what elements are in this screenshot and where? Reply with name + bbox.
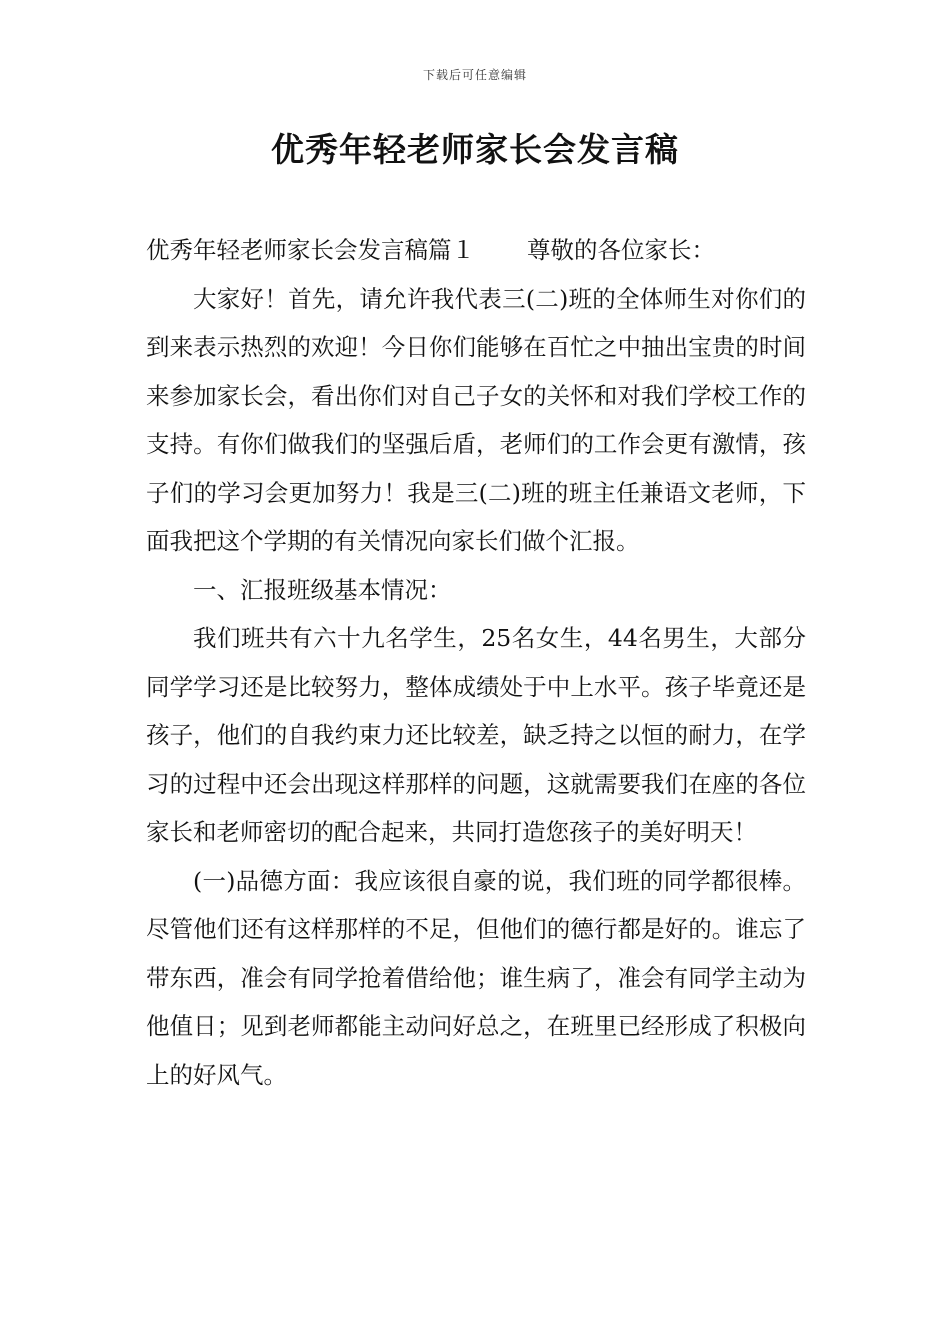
header-note: 下载后可任意编辑 <box>422 68 527 82</box>
paragraph-class-info: 我们班共有六十九名学生，25名女生，44名男生，大部分同学学习还是比较努力，整体成绩处于中上水平。孩子毕竟还是孩子，他们的自我约束力还比较差，缺乏持之以恒的耐力，在学习的过程中还会出现这样那样的问题，这就需要我们在座的各位家长和老师密切的配合起来，共同打造您孩子的美好明天！ <box>146 624 806 846</box>
paragraph-morality: (一)品德方面：我应该很自豪的说，我们班的同学都很棒。尽管他们还有这样那样的不足，但他们的德行都是好的。谁忘了带东西，准会有同学抢着借给他；谁生病了，准会有同学主动为他值日；见到老师都能主动问好总之，在班里已经形成了积极向上的好风气。 <box>146 866 806 1089</box>
document-title: 优秀年轻老师家长会发言稿 <box>271 130 679 169</box>
section-heading-line <box>146 226 806 275</box>
paragraph-intro: 大家好！首先，请允许我代表三(二)班的全体师生对你们的到来表示热烈的欢迎！今日你们能够在百忙之中抽出宝贵的时间来参加家长会，看出你们对自己子女的关怀和对我们学校工作的支持。有你们做我们的坚强后盾，老师们的工作会更有激情，孩子们的学习会更加努力！我是三(二)班的班主任兼语文老师，下面我把这个学期的有关情况向家长们做个汇报。 <box>146 284 806 555</box>
document-body <box>146 226 806 1099</box>
paragraph-heading-1: 一、汇报班级基本情况： <box>193 575 452 604</box>
section-title: 优秀年轻老师家长会发言稿篇１ <box>146 236 475 264</box>
greeting: 尊敬的各位家长： <box>527 236 715 264</box>
